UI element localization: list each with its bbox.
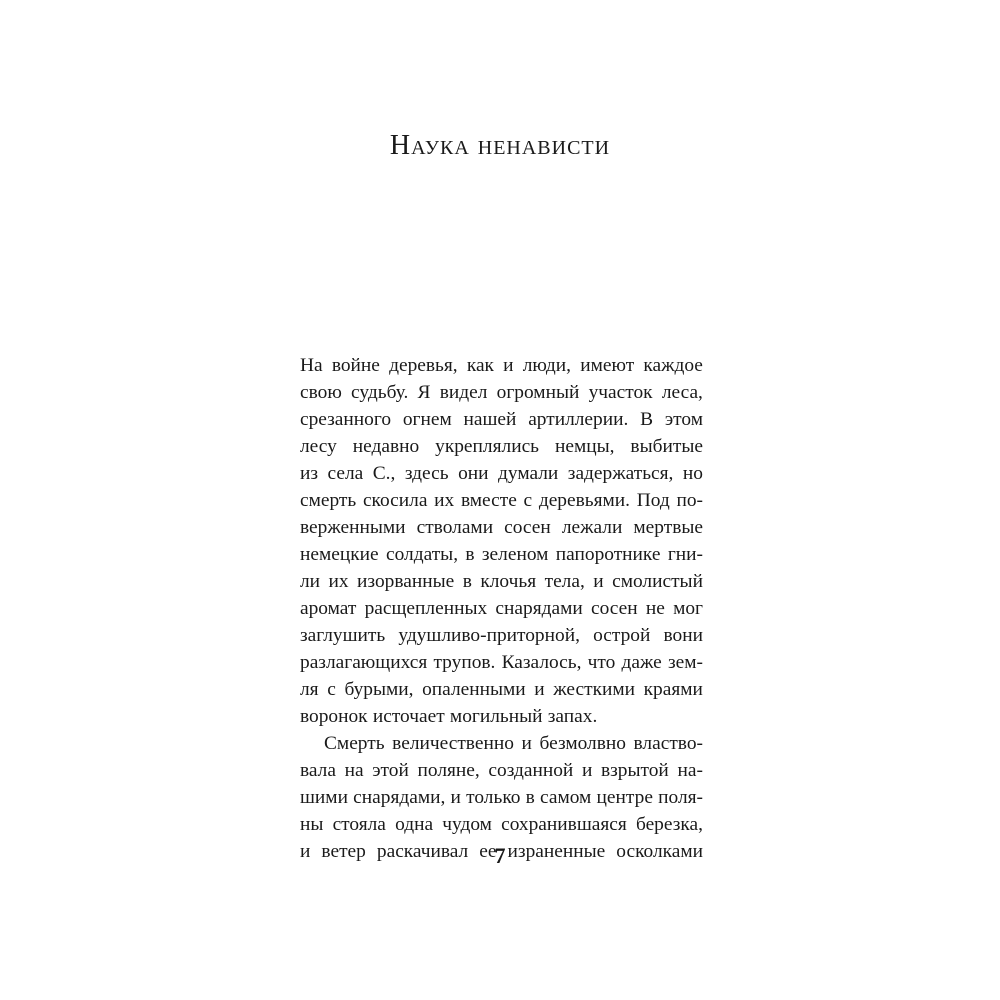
text-line: лесу недавно укреплялись немцы, выбитые: [300, 436, 703, 457]
text-line: из села С., здесь они думали задержаться, но: [300, 463, 703, 484]
page-number: 7: [494, 843, 506, 868]
text-line: верженными стволами сосен лежали мертвые: [300, 517, 703, 538]
text-line: и ветер раскачивал ее израненные осколками: [300, 841, 703, 862]
text-line: На войне деревья, как и люди, имеют каждое: [300, 355, 703, 376]
text-line: смерть скосила их вместе с деревьями. Под по-: [300, 490, 703, 511]
text-line: срезанного огнем нашей артиллерии. В этом: [300, 409, 703, 430]
text-line: свою судьбу. Я видел огромный участок леса,: [300, 382, 703, 403]
text-line: вала на этой поляне, созданной и взрытой на-: [300, 760, 703, 781]
text-line: воронок источает могильный запах.: [300, 706, 598, 727]
text-line: Смерть величественно и безмолвно властво-: [324, 733, 703, 754]
text-line: ли их изорванные в клочья тела, и смолистый: [300, 571, 703, 592]
text-line: ны стояла одна чудом сохранившаяся березка,: [300, 814, 703, 835]
chapter-title: Наука ненависти: [389, 130, 611, 161]
text-line: шими снарядами, и только в самом центре поля-: [300, 787, 703, 808]
text-line: заглушить удушливо-приторной, острой вони: [300, 625, 703, 646]
text-line: разлагающихся трупов. Казалось, что даже зем-: [300, 652, 703, 673]
paragraph: [300, 352, 703, 730]
text-line: ля с бурыми, опаленными и жесткими краями: [300, 679, 703, 700]
text-line: аромат расщепленных снарядами сосен не мог: [300, 598, 703, 619]
text-line: немецкие солдаты, в зеленом папоротнике гни-: [300, 544, 703, 565]
body-text: [300, 352, 703, 865]
